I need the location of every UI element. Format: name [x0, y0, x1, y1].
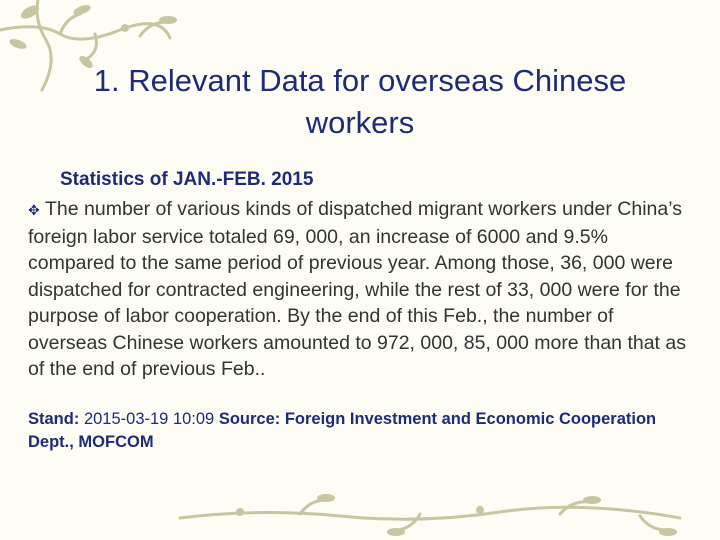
stand-date: 2015-03-19 10:09: [83, 410, 215, 428]
body-paragraph: [28, 196, 688, 383]
body-text: The number of various kinds of dispatched migrant workers under China’s foreign labor service totaled 69, 000, an increase of 6000 and 9.5% compared to the same period of previous year. Among those, 36, 000 were dispatched for contracted engineering, while the rest of 33, 000 were for the purpose of labor cooperation. By the end of this Feb., the number of overseas Chinese workers amounted to 972, 000, 85, 000 more than that as of the end of previous Feb..: [28, 198, 686, 380]
source-footer: [28, 408, 698, 454]
source-text: Source: Foreign Investment and Economic Cooperation Dept., MOFCOM: [28, 410, 657, 451]
diamond-star-bullet-icon: ✥: [28, 202, 40, 218]
slide-subtitle: Statistics of JAN.-FEB. 2015: [60, 169, 314, 190]
slide-title: 1. Relevant Data for overseas Chinese workers: [93, 63, 627, 140]
stand-label: Stand:: [28, 410, 80, 428]
